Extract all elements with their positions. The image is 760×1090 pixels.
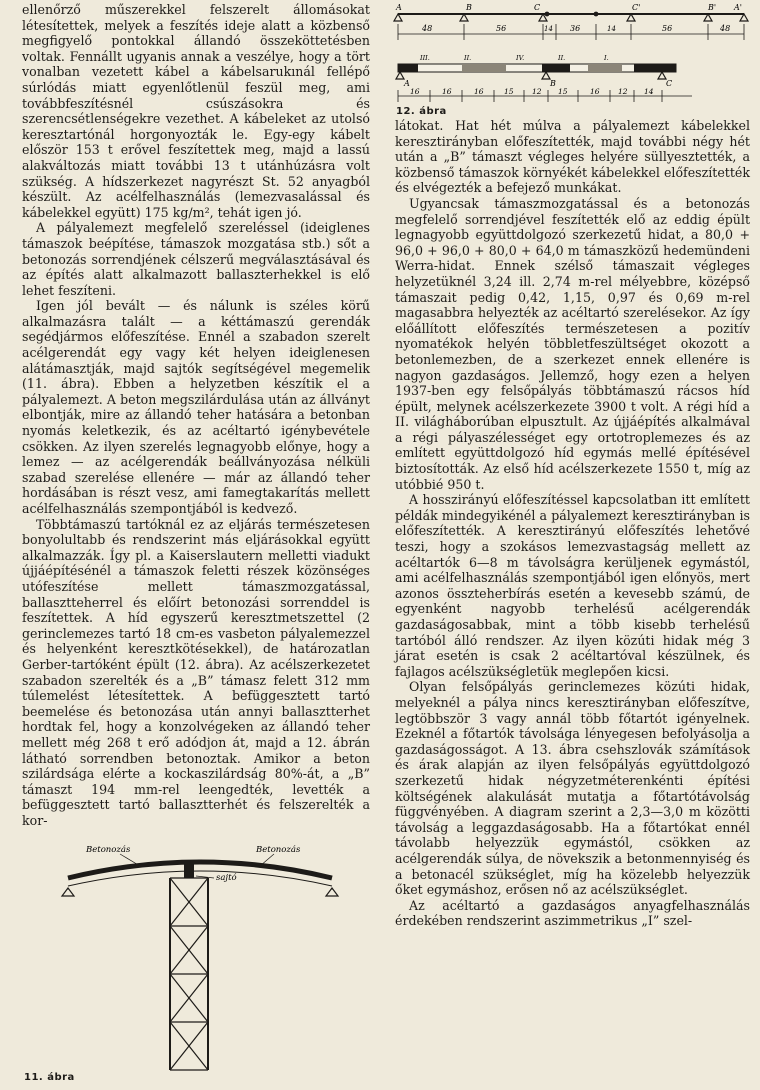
concreting-label-left: Betonozás <box>86 845 131 855</box>
span-length: 48 <box>720 24 731 33</box>
paragraph: ellenőrző műszerekkel felszerelt állomásokat létesítettek, melyek a feszítés ideje alatt a közbenső megfigyelő pontokkal állandó összeköttetésben voltak. Fennállt ugyanis annak a veszélye, hogy a tört vonalban vezetett kábel a kábelsarukınál fellépő súrlódás miatt egyenlőtlenül feszül meg, ami továbbfeszítésnél csúszásokra és szerencsétlenségekre vezethet. A kábeleket az utolsó keresztartónál horgonyozták le. Egy-egy kábelt először 153 t erővel feszítettek meg, majd a lassú alakváltozás miatt további 13 t utánhúzásra volt szükség. A hídszerkezet nagyrészt St. 52 anyagból készült. Az acélfelhasználás (lemezvasalással és kábelekkel együtt) 175 kg/m², tehát igen jó. <box>22 2 370 220</box>
segment-length: 12 <box>532 87 542 96</box>
support-label: C <box>534 3 541 12</box>
support-marks <box>394 14 748 21</box>
span-length: 56 <box>662 24 673 33</box>
jack-label: sajtó <box>216 873 237 883</box>
support-label: B' <box>708 3 717 12</box>
span-length: 48 <box>422 24 433 33</box>
left-column <box>22 2 370 828</box>
span-length: 56 <box>496 24 507 33</box>
segment-length: 16 <box>590 87 600 96</box>
support-label: C' <box>632 3 641 12</box>
paragraph: Többtámaszú tartóknál ez az eljárás természetesen bonyolultabb és rendszerint más eljárásokkal együtt alkalmazzák. Így pl. a Kaiserslautern melletti viadukt újjáépítésénél a támaszok feletti részek közönséges utófeszítése mellett támaszmozgatással, ballasztteherrel és előírt betonozási sorrenddel is feszítettek. A híd egyszerű keresztmetszettel (2 gerinclemezes tartó 18 cm-es vasbeton pályalemezzel és helyenként keresztkötésekkel), de határozatlan Gerber-tartóként épült (12. ábra). Az acélszerkezetet szabadon szerelték és a „B” támasz felett 312 mm túlemelést létesítettek. A befüggesztett tartó beemelése és betonozása után annyi ballasztterhet hordtak fel, hogy a konzolvégeken az állandó teher mellett még 268 t erő adódjon át, majd a 12. ábrán látható sorrendben betonoztak. Amikor a beton szilárdsága elérte a kockaszilárdság 80%-át, a „B” támaszt 194 mm-rel leengedték, levették a befüggesztett tartó ballasztterhét és felszerelték a kor- <box>22 516 370 828</box>
support-label: A <box>396 3 402 12</box>
segment-length: 14 <box>644 87 654 96</box>
support-label: C <box>666 79 673 88</box>
paragraph: A hosszirányú előfeszítéssel kapcsolatban itt említett példák mindegyikénél a pályalemezt keresztirányban is előfeszítették. A keresztirányú előfeszítés lehetővé teszi, hogy a szokásos lemezvastagság mellett az acéltartók 6—8 m távolságra kerüljenek egymástól, ami acélfelhasználás szempontjából igen előnyös, mert azonos összteherbírás esetén a kevesebb számú, de egyenként nagyobb terhelésű acélgerendák gazdaságosabbak, mint a több kisebb terhelésű tartóból álló rendszer. Az ilyen közúti hidak még 3 járat esetén is csak 2 acéltartóval készülnek, és fajlagos acélszükségletük meglepően kicsi. <box>395 492 750 679</box>
figure-12-caption: 12. ábra <box>396 106 447 117</box>
right-column <box>395 118 750 929</box>
support-label: B <box>550 79 556 88</box>
figure-11-diagram <box>60 836 340 1072</box>
segment-length: 15 <box>558 87 568 96</box>
stage-number: II. <box>558 54 566 62</box>
segment-length: 15 <box>504 87 514 96</box>
stage-number: III. <box>420 54 430 62</box>
concreting-label-right: Betonozás <box>256 845 301 855</box>
figure-11-caption: 11. ábra <box>24 1072 75 1083</box>
stage-number: IV. <box>516 54 525 62</box>
segment-length: 16 <box>442 87 452 96</box>
span-length: 14 <box>607 25 616 33</box>
segment-length: 12 <box>618 87 628 96</box>
paragraph: A pályalemezt megfelelő szereléssel (ideiglenes támaszok beépítése, támaszok mozgatása stb.) sőt a betonozás sorrendjének célszerű megválasztásával és az építés alatt alkalmazott ballaszterhekkel is elő lehet feszíteni. <box>22 220 370 298</box>
support-label: B <box>466 3 472 12</box>
stage-number: I. <box>604 54 609 62</box>
segment-length: 16 <box>410 87 420 96</box>
support-label: A <box>404 79 410 88</box>
paragraph: látokat. Hat hét múlva a pályalemezt kábelekkel keresztirányban előfeszítették, majd további négy hét után a „B” támaszt végleges helyére süllyesztették, a közbenső támaszok környékét kábelekkel előfeszítették és elvégezték a befejező munkákat. <box>395 118 750 196</box>
support-label: A' <box>734 3 742 12</box>
paragraph: Olyan felsőpályás gerinclemezes közúti hidak, melyeknél a pálya nincs keresztirányban előfeszítve, legtöbbször 3 vagy annál több főtartót igényelnek. Ezeknél a főtartók távolsága lényegesen befolyásolja a gazdaságosságot. A 13. ábra csehszlovák számítások és árak alapján az ilyen felsőpályás együttdolgozó szerkezetű hidak négyzetméterenkénti építési költségének alakulását mutatja a főtartótávolság függvényében. A diagram szerint a 2,3—3,0 m közötti távolság a leggazdaságosabb. Ha a főtartókat ennél távolabb helyezzük egymástól, csökken az acélgerendák súlya, de növekszik a betonmennyiség és a betonacél szükséglet, míg ha közelebb helyezzük őket egymáshoz, erősen nő az acélszükséglet. <box>395 679 750 898</box>
paragraph: Az acéltartó a gazdaságos anyagfelhasználás érdekében rendszerint aszimmetrikus „I” szel- <box>395 897 750 929</box>
paragraph: Ugyancsak támaszmozgatással és a betonozás megfelelő sorrendjével feszítették elő az eddig épült legnagyobb együttdolgozó szerkezetű hidat, a 80,0 + 96,0 + 96,0 + 80,0 + 64,0 m támaszközű hedemündeni Werra-hidat. Ennek szélső támaszait végleges helyzetüknél 3,24 ill. 2,74 m-rel mélyebbre, középső támaszait pedig 0,42, 1,15, 0,97 és 0,69 m-rel magasabbra helyezték az acéltartó szerelésekor. Az így előállított előfeszítés természetesen a pozitív nyomatékok helyén többletfeszültséget okozott a betonlemezben, de a szerkezet ennek ellenére is nagyon gazdaságos. Jellemző, hogy ezen a helyen 1937-ben egy felsőpályás többtámaszú rácsos híd épült, melynek acélszerkezete 3900 t volt. A régi híd a II. világháborúban elpusztult. Az újjáépítés alkalmával a régi pályaszélességet egy ortotroplemezes és az említett együttdolgozó híd egymás mellé építésével biztosították. Az első híd acélszerkezete 1550 t, míg az utóbbié 950 t. <box>395 195 750 492</box>
stage-number: II. <box>464 54 472 62</box>
segment-length: 16 <box>474 87 484 96</box>
figure-12-diagram <box>392 2 754 106</box>
span-length: 14 <box>544 25 553 33</box>
span-length: 36 <box>570 24 581 33</box>
paragraph: Igen jól bevált — és nálunk is széles körű alkalmazásra talált — a kéttámaszú gerendák segédjármos előfeszítése. Ennél a szabadon szerelt acélgerendát egy vagy két helyen ideiglenesen alátámasztják, majd sajtók segítségével megemelik (11. ábra). Ebben a helyzetben készítik el a pályalemezt. A beton megszilárdulása után az állványt elbontják, mire az állandó teher hatására a betonban nyomás keletkezik, és az acéltartó igénybevétele csökken. Az ilyen szerelés legnagyobb előnye, hogy a lemez — az acélgerendák beállványozása nélküli szabad szerelése ellenére — már az állandó teher hordásában is részt vesz, ami famegtakarítás mellett acélfelhasználás szempontjából is kedvező. <box>22 298 370 516</box>
